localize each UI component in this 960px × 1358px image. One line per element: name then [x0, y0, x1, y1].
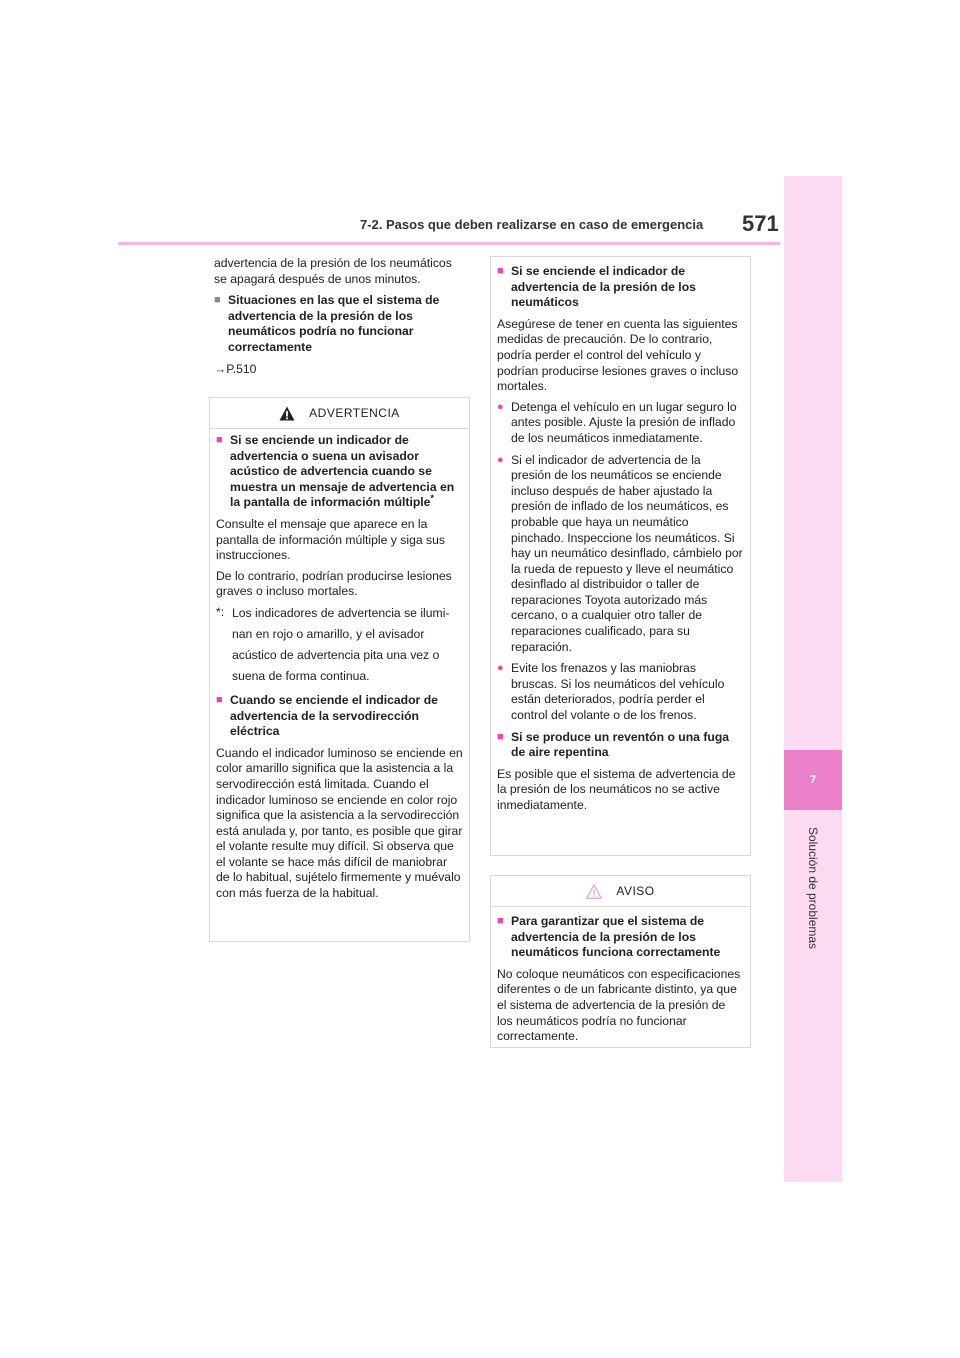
- notice-heading-text: Para garantizar que el sistema de advertencia de la presión de los neumáticos funciona correctamente: [511, 914, 721, 960]
- warning-box-left: [209, 397, 470, 942]
- header-rule: [118, 242, 780, 245]
- list-item: [497, 453, 744, 656]
- footnote-mark: *:: [216, 604, 225, 619]
- circle-bullet-icon: ●: [497, 662, 504, 675]
- warning-heading-3-text: Si se enciende el indicador de advertencia de la presión de los neumáticos: [511, 264, 696, 310]
- page-reference[interactable]: [214, 362, 466, 378]
- page-reference-text: P.510: [226, 361, 257, 376]
- warning-box-body: [210, 429, 469, 913]
- warning-heading-4-text: Si se produce un reventón o una fuga de aire repentina: [511, 729, 730, 760]
- square-bullet-icon: ■: [497, 915, 504, 927]
- footnote-lines: [232, 605, 449, 689]
- arrow-icon: →: [214, 361, 227, 376]
- warning-paragraph: Es posible que el sistema de advertencia de la presión de los neumáticos no se active inmediatamente.: [497, 766, 736, 812]
- warning-paragraph: Consulte el mensaje que aparece en la pantalla de información múltiple y siga sus instrucciones.: [216, 516, 445, 563]
- footnote-line: suena de forma continua.: [232, 668, 370, 683]
- chapter-number-tab[interactable]: 7: [784, 750, 842, 810]
- warning-heading-1: [216, 433, 463, 511]
- warning-paragraph: Asegúrese de tener en cuenta las siguientes medidas de precaución. De lo contrario, podría perder el control del vehículo y podrían producirse lesiones graves o incluso mortales.: [497, 316, 739, 394]
- section-heading-text: Situaciones en las que el sistema de advertencia de la presión de los neumáticos podría no funcionar correctamente: [228, 293, 440, 354]
- square-bullet-icon: ■: [216, 693, 223, 706]
- page-number: 571: [742, 211, 779, 236]
- notice-box: [490, 875, 751, 1048]
- notice-box-title: [491, 876, 750, 907]
- warning-heading-2: [216, 693, 463, 740]
- section-title: 7-2. Pasos que deben realizarse en caso de emergencia: [360, 217, 704, 232]
- section-heading: [214, 293, 466, 355]
- footnote-line: Los indicadores de advertencia se ilumi-: [232, 605, 450, 620]
- warning-box-title: [210, 398, 469, 429]
- warning-heading-4: [497, 730, 744, 761]
- notice-box-body: [491, 907, 750, 1056]
- circle-bullet-icon: ●: [497, 453, 504, 466]
- warning-paragraph: Cuando el indicador luminoso se enciende en color amarillo significa que la asistencia a la servodirección está limitada. Cuando el indicador luminoso se enciende en color rojo significa que la asistencia a la servodirección está anulada y, por tanto, es posible que girar el volante resulte muy difícil. Si observa que el volante se hace más difícil de maniobrar de lo habitual, sujételo firmemente y muévalo con más fuerza de la habitual.: [216, 745, 463, 901]
- warning-heading-1-text: Si se enciende un indicador de advertencia o suena un avisador acústico de advertencia cuando se muestra un mensaje de advertencia en la pantalla de información múltiple: [230, 433, 455, 510]
- list-item-text: Evite los frenazos y las maniobras bruscas. Si los neumáticos del vehículo están deteriorados, podría perder el control del volante o de los frenos.: [511, 661, 725, 723]
- square-bullet-icon: ■: [216, 434, 223, 446]
- warning-heading-2-text: Cuando se enciende el indicador de advertencia de la servodirección eléctrica: [230, 692, 438, 739]
- intro-paragraph: advertencia de la presión de los neumáticos se apagará después de unos minutos.: [214, 256, 452, 286]
- notice-paragraph: No coloque neumáticos con especificaciones diferentes o de un fabricante distinto, ya que el sistema de advertencia de la presión de los neumáticos podría no funcionar correctamente.: [497, 966, 741, 1044]
- square-bullet-icon: ■: [497, 265, 504, 277]
- footnote: [216, 605, 463, 689]
- footnote-line: nan en rojo o amarillo, y el avisador: [232, 626, 425, 641]
- list-item: [497, 400, 744, 447]
- square-bullet-icon: ■: [497, 730, 504, 743]
- chapter-side-strip: [784, 176, 842, 1182]
- warning-paragraph: De lo contrario, podrían producirse lesiones graves o incluso mortales.: [216, 568, 452, 599]
- warning-triangle-icon: [279, 406, 295, 421]
- footnote-marker: *: [430, 493, 434, 504]
- warning-box-right: [490, 256, 751, 856]
- square-bullet-icon: ■: [214, 294, 221, 307]
- left-column: [214, 256, 466, 383]
- footnote-line: acústico de advertencia pita una vez o: [232, 647, 440, 662]
- warning-title-text: ADVERTENCIA: [309, 406, 400, 420]
- notice-heading: [497, 914, 744, 961]
- warning-box-right-body: [491, 257, 750, 825]
- list-item-text: Detenga el vehículo en un lugar seguro lo antes posible. Ajuste la presión de inflado de los neumáticos inmediatamente.: [511, 399, 737, 445]
- list-item-text: Si el indicador de advertencia de la presión de los neumáticos se enciende incluso después de haber ajustado la presión de inflado de los neumáticos, es probable que haya un neumático pinchado. Inspeccione los neumáticos. Si hay un neumático desinflado, cámbielo por la rueda de repuesto y lleve el neumático desinflado al distribuidor o taller de reparaciones Toyota autorizado más cercano, o a cualquier otro taller de reparaciones cualificado, para su reparación.: [511, 452, 743, 654]
- chapter-title: Solución de problemas: [806, 826, 820, 950]
- circle-bullet-icon: ●: [497, 400, 504, 413]
- caution-triangle-icon: [586, 884, 602, 899]
- warning-heading-3: [497, 264, 744, 311]
- list-item: [497, 661, 744, 723]
- notice-title-text: AVISO: [616, 884, 655, 898]
